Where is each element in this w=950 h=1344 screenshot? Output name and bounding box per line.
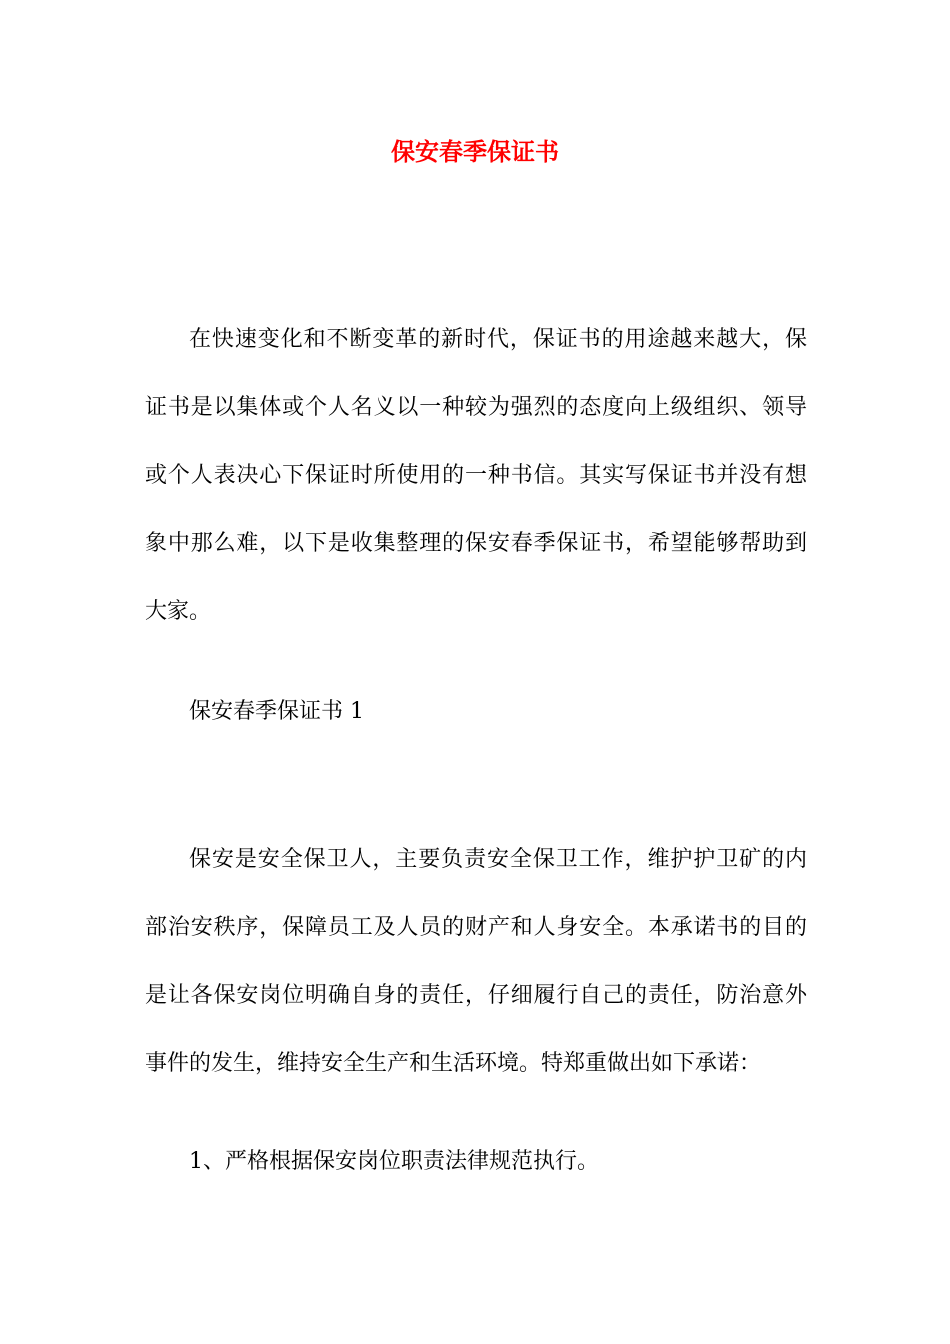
intro-line: 证书是以集体或个人名义以一种较为强烈的态度向上级组织、领导 xyxy=(145,395,807,420)
section-heading: 保安春季保证书 1 xyxy=(189,699,364,724)
intro-line: 或个人表决心下保证时所使用的一种书信。其实写保证书并没有想 xyxy=(145,463,807,488)
document-title: 保安春季保证书 xyxy=(391,137,559,166)
intro-line: 大家。 xyxy=(145,599,212,624)
intro-paragraph xyxy=(145,306,807,646)
body-line: 部治安秩序，保障员工及人员的财产和人身安全。本承诺书的目的 xyxy=(145,915,807,940)
intro-line: 象中那么难，以下是收集整理的保安春季保证书，希望能够帮助到 xyxy=(145,531,807,556)
intro-line: 在快速变化和不断变革的新时代，保证书的用途越来越大，保 xyxy=(189,327,807,352)
body-line: 事件的发生，维持安全生产和生活环境。特郑重做出如下承诺： xyxy=(145,1051,762,1076)
body-paragraph xyxy=(145,826,807,1098)
body-line: 是让各保安岗位明确自身的责任，仔细履行自己的责任，防治意外 xyxy=(145,983,807,1008)
list-item: 1、严格根据保安岗位职责法律规范执行。 xyxy=(189,1149,599,1174)
body-line: 保安是安全保卫人，主要负责安全保卫工作，维护护卫矿的内 xyxy=(189,847,807,872)
